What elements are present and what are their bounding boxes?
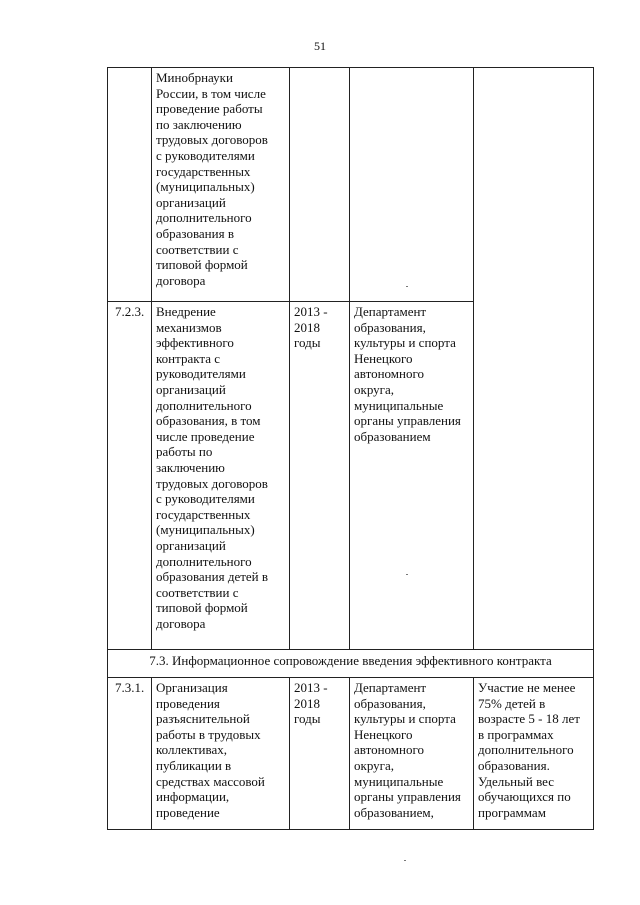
section-header-row	[108, 650, 594, 678]
measures-table	[107, 67, 594, 830]
responsible-cell: Департамент образования, культуры и спорта Ненецкого автономного округа, муниципальные органы управления образованием	[350, 302, 474, 650]
period-cell: 2013 - 2018 годы	[290, 302, 350, 650]
result-cell: Участие не менее 75% детей в возрасте 5 - 18 лет в программах дополнительного образования. Удельный вес обучающихся по программам	[474, 678, 594, 830]
period-cell: 2013 - 2018 годы	[290, 678, 350, 830]
scan-speck	[404, 860, 406, 861]
scan-speck	[406, 574, 408, 575]
period-cell	[290, 68, 350, 302]
item-number-cell	[108, 68, 152, 302]
responsible-cell	[350, 68, 474, 302]
activity-cell: Организация проведения разъяснительной работы в трудовых коллективах, публикации в средствах массовой информации, проведение	[152, 678, 290, 830]
scan-speck	[406, 286, 408, 287]
responsible-cell: Департамент образования, культуры и спорта Ненецкого автономного округа, муниципальные органы управления образованием,	[350, 678, 474, 830]
table-row	[108, 678, 594, 830]
page-number: 51	[314, 39, 326, 53]
section-title: 7.3. Информационное сопровождение введения эффективного контракта	[108, 650, 594, 678]
activity-cell: Минобрнауки России, в том числе проведение работы по заключению трудовых договоров с руководителями государственных (муниципальных) организаций дополнительного образования в соответствии с типовой формой договора	[152, 68, 290, 302]
result-cell	[474, 68, 594, 650]
item-number-cell: 7.2.3.	[108, 302, 152, 650]
activity-cell: Внедрение механизмов эффективного контракта с руководителями организаций дополнительного образования, в том числе проведение работы по заключению трудовых договоров с руководителями государственных (муниципальных) организаций дополнительного образования детей в соответствии с типовой формой договора	[152, 302, 290, 650]
table-row	[108, 68, 594, 302]
item-number-cell: 7.3.1.	[108, 678, 152, 830]
